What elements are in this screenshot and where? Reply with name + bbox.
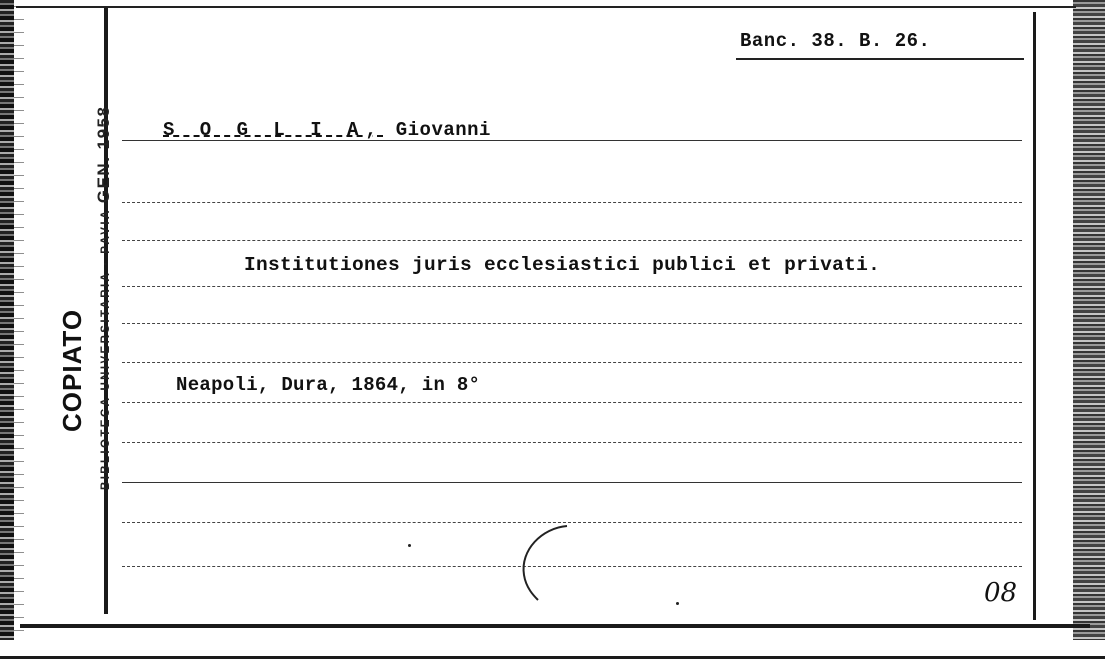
library-stamp-text: BIBLIOTECA UNIVERSITARIA · PAVIA <box>100 208 112 490</box>
book-title: Institutiones juris ecclesiastici publici et privati. <box>244 254 881 276</box>
copied-stamp: COPIATO <box>57 308 87 432</box>
ruled-line <box>122 202 1022 203</box>
author-forename: Giovanni <box>395 119 491 141</box>
ruled-line <box>122 286 1022 287</box>
author-surname: S O G L I A, <box>163 119 384 141</box>
ruled-line <box>122 362 1022 363</box>
ink-dot <box>676 602 679 605</box>
scan-bottom-edge <box>0 656 1105 659</box>
scan-border-left-texture <box>14 0 24 640</box>
scan-border-left <box>0 0 14 640</box>
library-stamp <box>94 106 114 490</box>
ruled-line <box>122 402 1022 403</box>
ruled-line <box>122 323 1022 324</box>
imprint: Neapoli, Dura, 1864, in 8° <box>176 374 481 396</box>
card-bottom-edge <box>20 624 1090 628</box>
library-stamp-date: GEN. 1958 <box>94 105 113 204</box>
ruled-line <box>122 240 1022 241</box>
card-top-edge <box>16 6 1076 8</box>
handwritten-number: 08 <box>984 578 1018 608</box>
ruled-line <box>122 442 1022 443</box>
ink-dot <box>408 544 411 547</box>
shelfmark: Banc. 38. B. 26. <box>740 30 931 52</box>
scan-border-right <box>1073 0 1105 640</box>
shelfmark-underline <box>736 58 1024 60</box>
card-right-edge <box>1033 12 1036 620</box>
author-heading <box>163 119 491 141</box>
ruled-line <box>122 482 1022 483</box>
pen-stroke-mark <box>512 520 582 610</box>
